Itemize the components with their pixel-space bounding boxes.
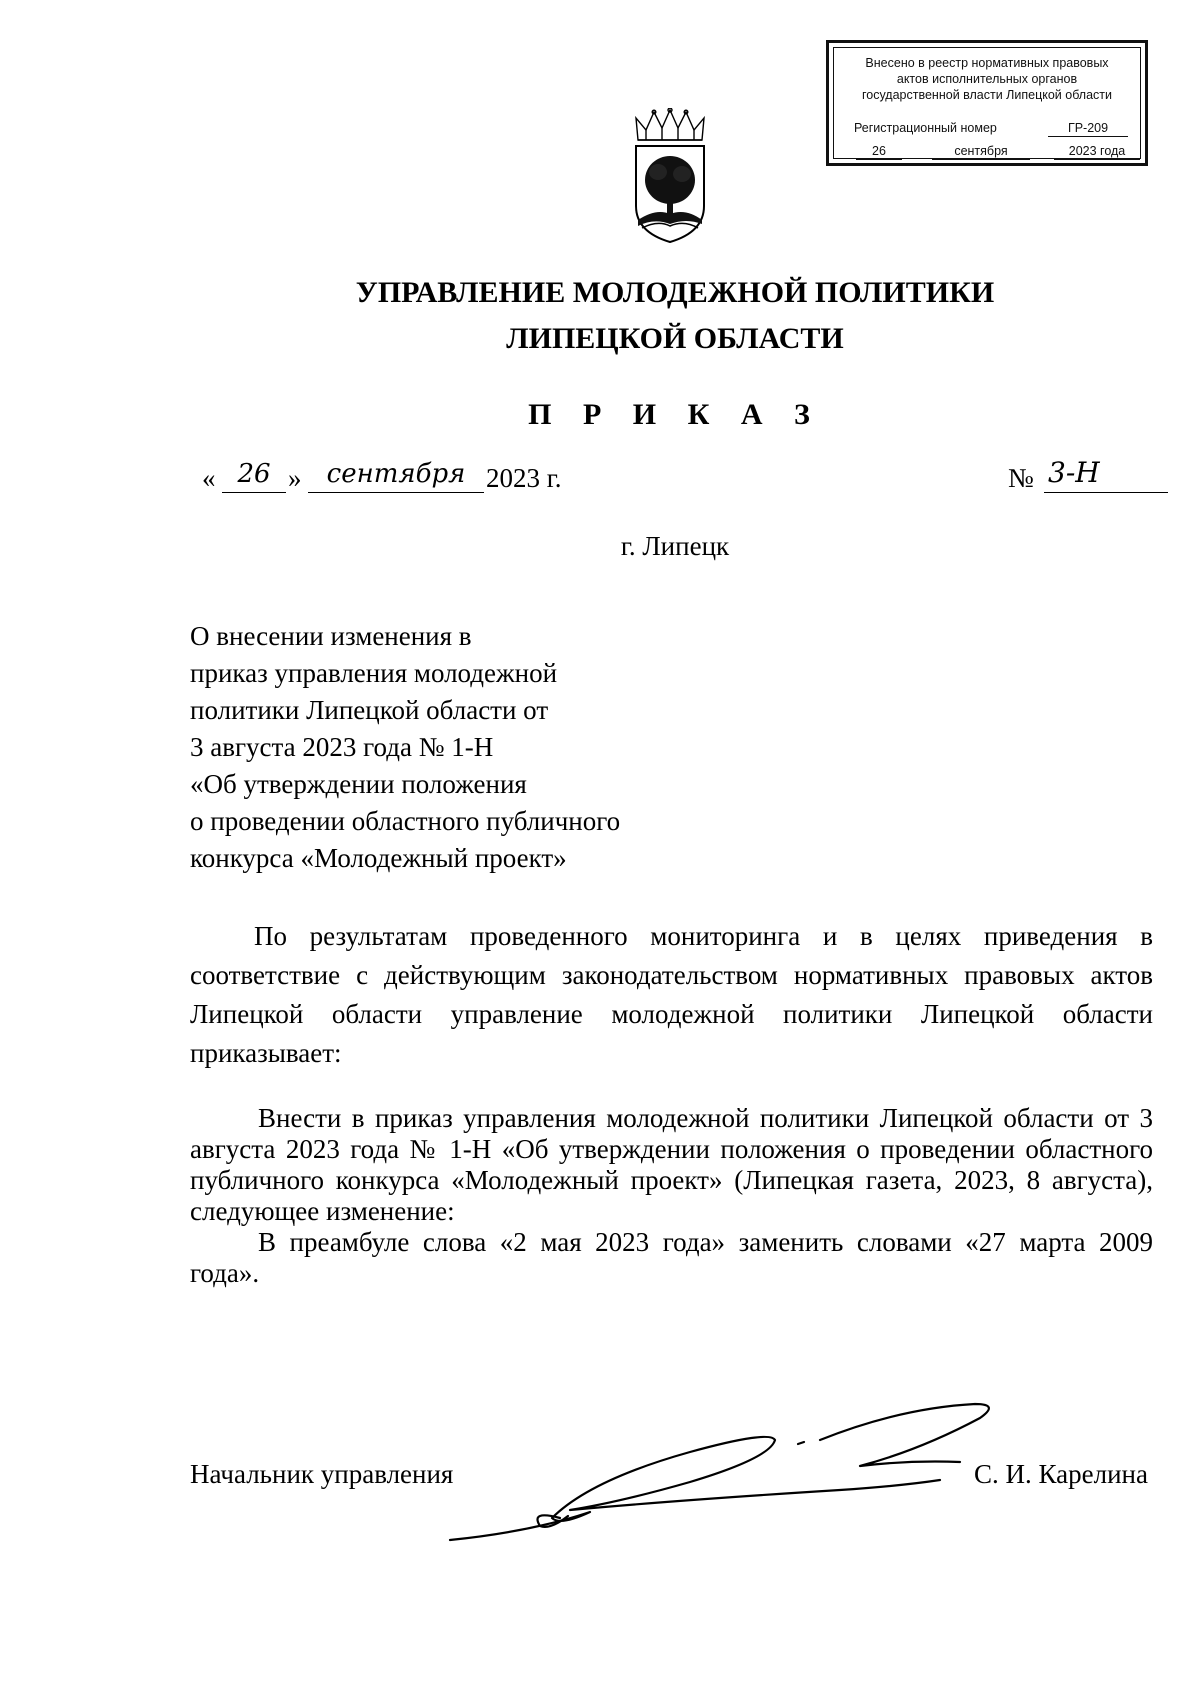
subject-line: конкурса «Молодежный проект» [190, 843, 567, 873]
stamp-year: 2023 года [1054, 143, 1140, 160]
date-month-underline [308, 492, 484, 493]
coat-of-arms-icon [628, 108, 712, 244]
stamp-text [834, 55, 1140, 103]
subject-line: 3 августа 2023 года № 1-Н [190, 732, 494, 762]
subject-line: политики Липецкой области от [190, 695, 549, 725]
date-day-underline [222, 492, 286, 493]
stamp-frame [833, 47, 1141, 159]
stamp-line: Внесено в реестр нормативных правовых [865, 56, 1109, 70]
subject-line: «Об утверждении положения [190, 769, 527, 799]
crown-icon [636, 108, 704, 140]
order-text [190, 1103, 1153, 1289]
stamp-line: актов исполнительных органов [896, 72, 1078, 86]
stamp-month: сентября [932, 143, 1030, 160]
order-number-handwritten: 3-Н [1048, 456, 1100, 489]
date-open-quote: « [202, 463, 216, 493]
subject-block [190, 618, 710, 877]
stamp-registration-number: ГР-209 [1048, 120, 1128, 137]
stamp-date-row [834, 143, 1140, 159]
date-day-handwritten: 26 [237, 459, 271, 489]
date-year: 2023 г. [486, 463, 562, 493]
handwritten-signature [440, 1400, 1040, 1560]
organization-title [0, 270, 1200, 362]
date-month-handwritten: сентября [326, 459, 466, 489]
preamble-paragraph: По результатам проведенного мониторинга и в целях приведения в соответствие с действующим законодательством нормативных правовых актов Липецкой области управление молодежной политики Липецкой области приказывает: [190, 921, 1153, 1068]
subject-line: О внесении изменения в [190, 621, 472, 651]
date-close-quote: » [288, 463, 302, 493]
order-paragraph: Внести в приказ управления молодежной политики Липецкой области от 3 августа 2023 года № 1-Н «Об утверждении положения о проведении областного публичного конкурса «Молодежный проект» (Липецкая газета, 2023, 8 августа), следующее изменение: [190, 1103, 1153, 1226]
order-date [202, 460, 582, 504]
signatory-name: С. И. Карелина [974, 1459, 1148, 1489]
registry-stamp [826, 40, 1148, 166]
subject-line: приказ управления молодежной [190, 658, 558, 688]
order-number [1008, 456, 1168, 504]
stamp-day: 26 [856, 143, 902, 160]
document-type: П Р И К А З [528, 398, 822, 431]
city: г. Липецк [620, 531, 730, 561]
stamp-registration-row [834, 120, 1140, 136]
stamp-registration-label: Регистрационный номер [854, 121, 997, 135]
order-number-underline [1044, 492, 1168, 493]
order-paragraph: В преамбуле слова «2 мая 2023 года» заменить словами «27 марта 2009 года». [190, 1227, 1153, 1288]
stamp-line: государственной власти Липецкой области [861, 88, 1113, 102]
organization-title-line: УПРАВЛЕНИЕ МОЛОДЕЖНОЙ ПОЛИТИКИ [355, 276, 995, 309]
subject-line: о проведении областного публичного [190, 806, 621, 836]
order-number-label: № [1008, 463, 1034, 493]
organization-title-line: ЛИПЕЦКОЙ ОБЛАСТИ [506, 322, 844, 355]
signatory-position: Начальник управления [190, 1459, 454, 1489]
